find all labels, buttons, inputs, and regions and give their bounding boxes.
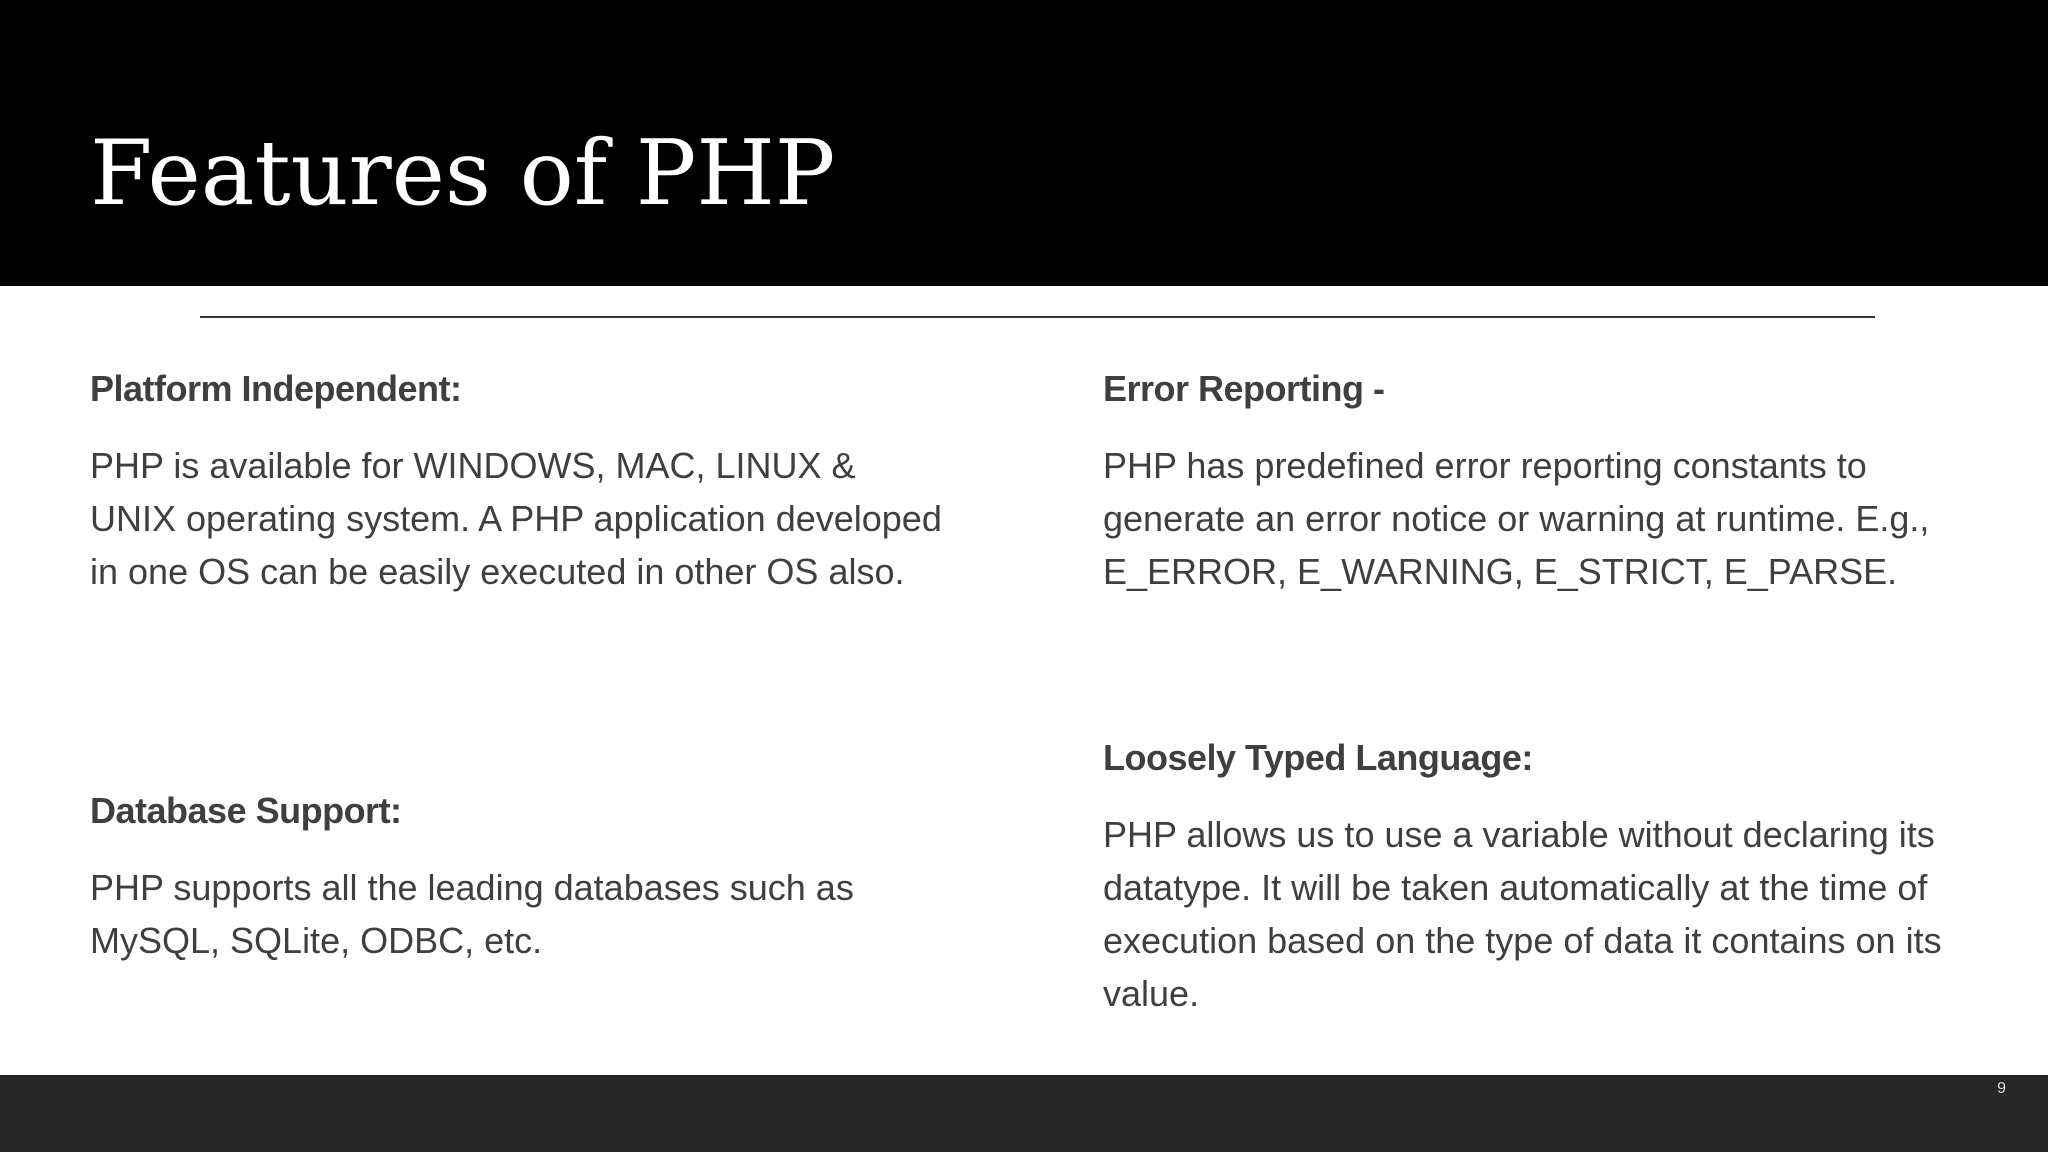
divider-line <box>200 316 1875 318</box>
footer-band <box>0 1075 2048 1152</box>
section-body: PHP has predefined error reporting constants to generate an error notice or warning at runtime. E.g., E_ERROR, E_WARNING, E_STRICT, E_PARSE. <box>1103 444 1930 592</box>
slide-number: 9 <box>1997 1080 2006 1097</box>
section-error-reporting <box>1103 366 1983 598</box>
section-database-support <box>90 788 950 967</box>
section-heading: Loosely Typed Language: <box>1103 737 1533 778</box>
section-heading: Error Reporting - <box>1103 368 1385 409</box>
section-body: PHP is available for WINDOWS, MAC, LINUX & UNIX operating system. A PHP application developed in one OS can be easily executed in other OS also. <box>90 444 942 592</box>
section-body: PHP allows us to use a variable without declaring its datatype. It will be taken automatically at the time of execution based on the type of data it contains on its value. <box>1103 813 1942 1014</box>
section-heading: Database Support: <box>90 790 402 831</box>
section-heading: Platform Independent: <box>90 368 462 409</box>
slide-title: Features of PHP <box>90 121 836 226</box>
section-loosely-typed-language <box>1103 735 1983 1020</box>
section-platform-independent <box>90 366 950 598</box>
section-body: PHP supports all the leading databases such as MySQL, SQLite, ODBC, etc. <box>90 866 854 961</box>
